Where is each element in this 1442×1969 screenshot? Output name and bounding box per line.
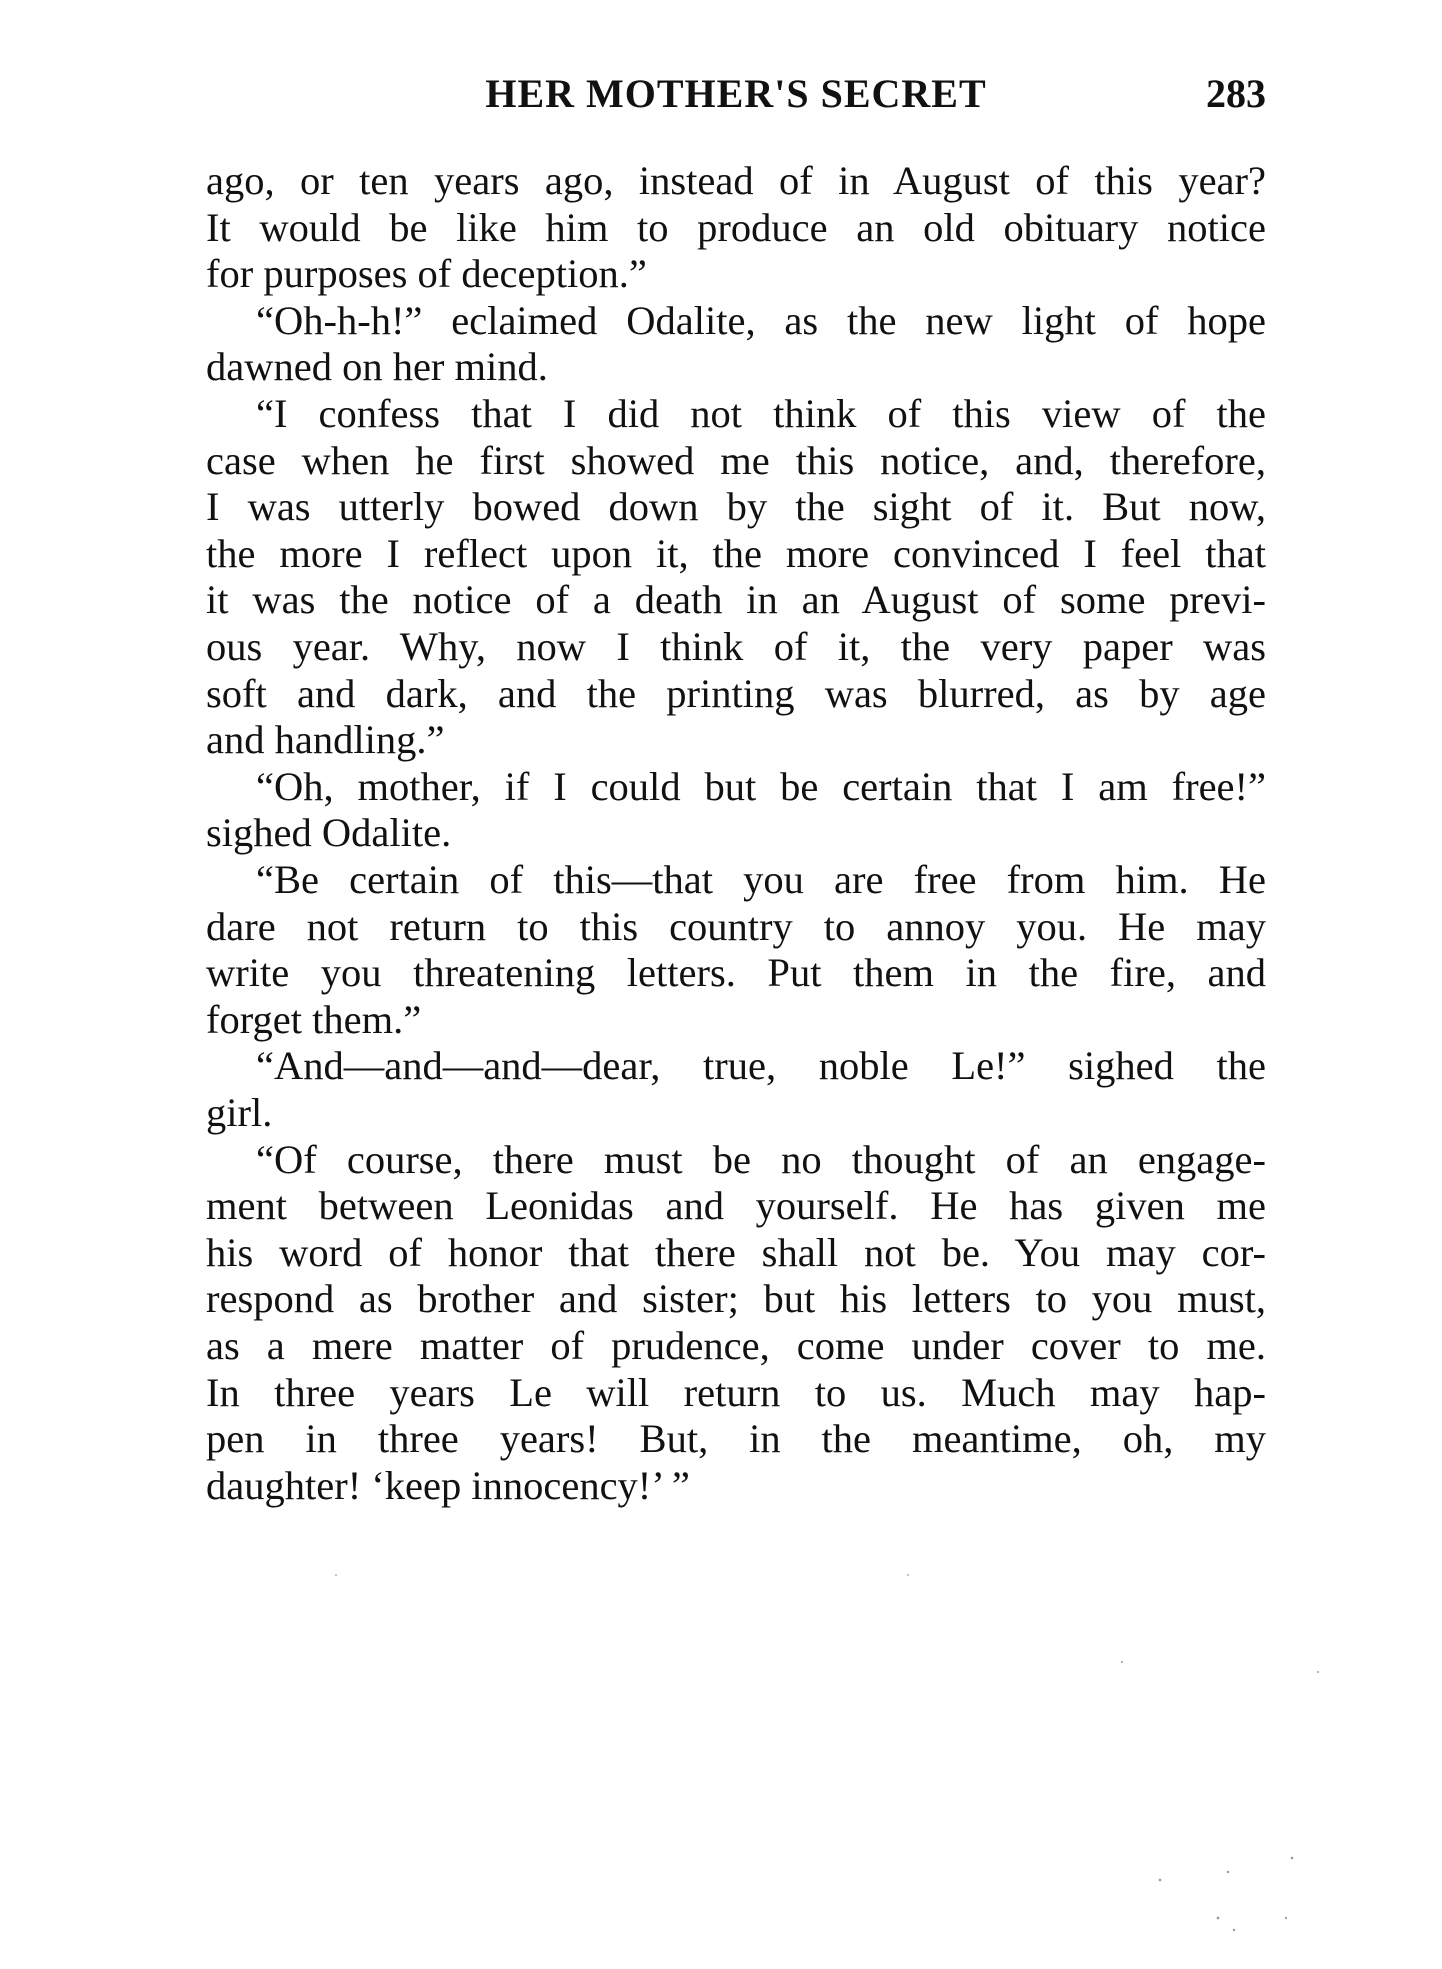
text-line: write you threatening letters. Put them in the fire, and <box>206 950 1266 996</box>
text-line: ago, or ten years ago, instead of in August of this year? <box>206 158 1266 203</box>
text-line: “Oh, mother, if I could but be certain that I am free!” <box>256 763 1266 809</box>
text-line: it was the notice of a death in an August of some previ- <box>206 577 1266 623</box>
text-line: his word of honor that there shall not be. You may cor- <box>206 1229 1266 1275</box>
text-line: ment between Leonidas and yourself. He has given me <box>206 1183 1266 1229</box>
text-line: I was utterly bowed down by the sight of it. But now, <box>206 484 1266 530</box>
text-line: girl. <box>206 1090 273 1135</box>
text-line: as a mere matter of prudence, come under cover to me. <box>206 1323 1266 1368</box>
text-line: daughter! ‘keep innocency!’ ” <box>206 1462 690 1508</box>
text-line: sighed Odalite. <box>206 810 452 856</box>
text-line: It would be like him to produce an old obituary notice <box>206 204 1266 250</box>
page-number: 283 <box>1206 71 1266 116</box>
text-line: the more I reflect upon it, the more convinced I feel that <box>206 530 1266 576</box>
text-line: dare not return to this country to annoy you. He may <box>206 903 1266 949</box>
text-line: “Be certain of this—that you are free from him. He <box>256 857 1266 902</box>
text-line: “I confess that I did not think of this view of the <box>256 391 1266 436</box>
text-line: respond as brother and sister; but his letters to you must, <box>206 1276 1266 1322</box>
text-line: “Oh-h-h!” eclaimed Odalite, as the new light of hope <box>256 297 1266 343</box>
running-title: HER MOTHER'S SECRET <box>485 71 987 116</box>
text-line: soft and dark, and the printing was blurred, as by age <box>206 670 1266 716</box>
text-line: and handling.” <box>206 717 445 763</box>
text-line: for purposes of deception.” <box>206 251 647 297</box>
text-line: “Of course, there must be no thought of an engage- <box>256 1136 1266 1182</box>
text-line: forget them.” <box>206 996 422 1042</box>
text-line: ous year. Why, now I think of it, the very paper was <box>206 624 1266 669</box>
text-line: “And—and—and—dear, true, noble Le!” sighed the <box>256 1043 1266 1089</box>
text-line: case when he first showed me this notice, and, therefore, <box>206 437 1266 483</box>
text-line: In three years Le will return to us. Much may hap- <box>206 1369 1266 1415</box>
text-line: pen in three years! But, in the meantime, oh, my <box>206 1416 1266 1462</box>
text-line: dawned on her mind. <box>206 344 548 390</box>
